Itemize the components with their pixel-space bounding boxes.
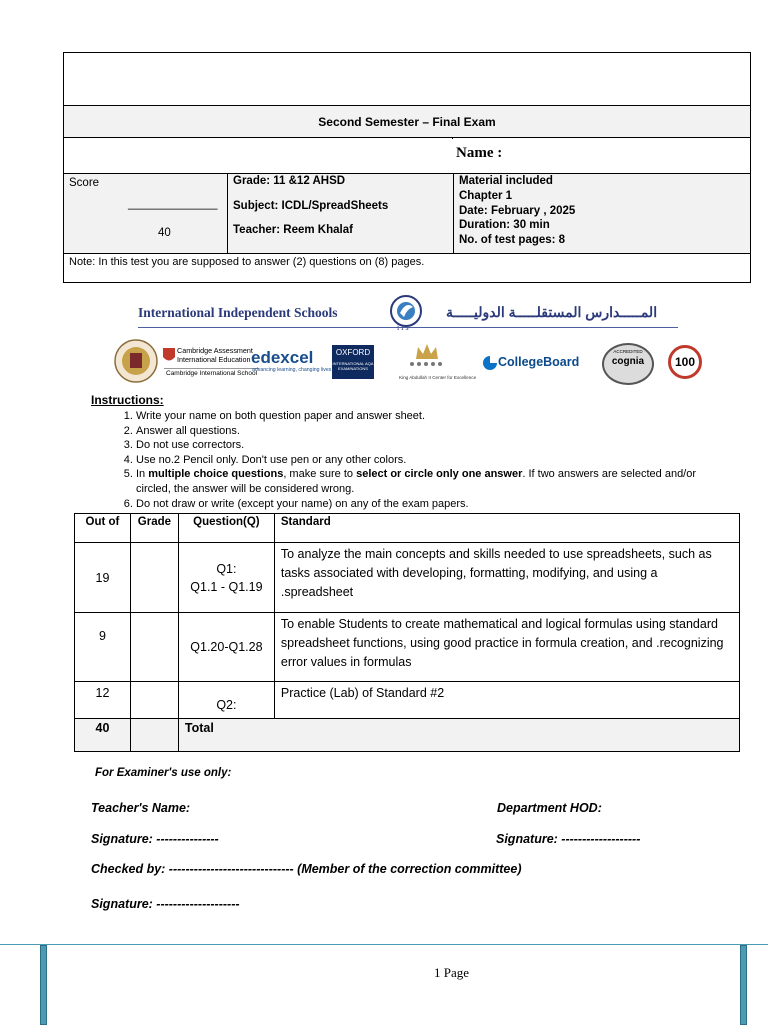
exam-info-row (64, 174, 750, 254)
total-out-of-cell: 40 (75, 719, 131, 752)
edexcel-logo: edexcel (251, 348, 314, 367)
crown-icon (404, 339, 450, 369)
instr5-mid: , make sure to (283, 468, 357, 481)
grade-text: Grade: 11 &12 AHSD (233, 175, 346, 187)
grade-cell[interactable] (130, 682, 178, 719)
cambridge-line1: Cambridge Assessment (177, 346, 253, 355)
material-included: Material included (459, 175, 553, 187)
edexcel-tagline: advancing learning, changing lives (252, 367, 332, 373)
out-of-cell: 12 (75, 682, 131, 719)
footer-right-bar (740, 945, 747, 1025)
question-cell: Q1.20-Q1.28 (178, 613, 274, 682)
collegeboard-icon (482, 355, 498, 371)
material-cell (454, 174, 750, 253)
logo-banner (112, 293, 712, 391)
school-name-ar: المـــــدارس المستقلـــــة الدوليـــــة (446, 304, 658, 320)
cognia-seal (602, 343, 654, 385)
table-header-row (75, 514, 740, 543)
instr5-post: . If two answers are selected and/or circled, the answer will be considered wrong. (136, 468, 697, 495)
banner-divider (138, 327, 678, 328)
centenary-logo: 100 (668, 345, 702, 379)
col-header-grade: Grade (130, 514, 178, 543)
out-of-cell: 19 (75, 543, 131, 613)
instructions-list (90, 409, 730, 511)
committee-signature: Signature: -------------------- (91, 897, 240, 911)
table-row (75, 682, 740, 719)
question-cell: Q2: (178, 682, 274, 719)
instructions-title: Instructions: (91, 393, 164, 407)
oxford-sub: INTERNATIONAL AQA EXAMINATIONS (332, 361, 374, 371)
header-blank-row (64, 53, 750, 106)
teacher-signature: Signature: --------------- (91, 832, 219, 846)
standard-cell: Practice (Lab) of Standard #2 (274, 682, 739, 719)
chapter-text: Chapter 1 (459, 189, 513, 202)
king-abdullah-text: King Abdullah II Center for Excellence (399, 375, 477, 380)
col-header-standard: Standard (274, 514, 739, 543)
footer-left-bar (40, 945, 47, 1025)
question-line2: Q1.1 - Q1.19 (190, 579, 263, 594)
teacher-text: Teacher: Reem Khalaf (233, 224, 353, 236)
standard-cell: To enable Students to create mathematical and logical formulas using standard spreadsheet functions, using good practice in formula creation, and .recognizing error values in formulas (274, 613, 739, 682)
subject-text: Subject: ICDL/SpreadSheets (233, 200, 389, 212)
jordan-emblem-icon (114, 335, 158, 387)
col-header-out-of: Out of (75, 514, 131, 543)
exam-title: Second Semester – Final Exam (64, 106, 750, 138)
hod-signature: Signature: ------------------- (496, 832, 641, 846)
footer-divider (0, 944, 768, 945)
score-blank: ______________ (128, 198, 218, 210)
score-label: Score (69, 177, 100, 189)
total-grade-cell[interactable] (130, 719, 178, 752)
instr5-pre: In (136, 468, 149, 481)
table-row (75, 543, 740, 613)
instruction-item: 2. Answer all questions. (136, 424, 730, 439)
out-of-cell: 9 (75, 613, 131, 682)
table-total-row (75, 719, 740, 752)
table-row (75, 613, 740, 682)
question-line1: Q1: (216, 561, 237, 576)
page-number: 1 Page (434, 965, 470, 980)
standard-cell: To analyze the main concepts and skills needed to use spreadsheets, such as tasks associated with developing, formatting, modifying, and using a .spreadsheet (274, 543, 739, 613)
question-cell (178, 543, 274, 613)
teacher-name-label: Teacher's Name: (91, 801, 191, 815)
score-total: 40 (158, 227, 171, 239)
instruction-item: 1. Write your name on both question paper and answer sheet. (136, 409, 730, 424)
department-hod-label: Department HOD: (497, 801, 602, 815)
cambridge-shield-icon (162, 347, 176, 365)
cambridge-school: Cambridge International School (166, 370, 258, 377)
accredited-text: ACCREDITED (613, 349, 643, 354)
cambridge-logo (177, 347, 253, 364)
name-label: Name : (456, 145, 503, 161)
score-cell (64, 174, 228, 253)
col-header-question: Question(Q) (178, 514, 274, 543)
date-text: Date: February , 2025 (459, 204, 576, 217)
duration-text: Duration: 30 min (459, 219, 550, 232)
exam-header-box (63, 52, 751, 283)
total-label-cell: Total (178, 719, 739, 752)
oxford-text: OXFORD (335, 348, 371, 357)
instruction-item: 4. Use no.2 Pencil only. Don't use pen or any other colors. (136, 453, 730, 468)
instruction-item (136, 467, 730, 496)
grade-cell[interactable] (130, 543, 178, 613)
instruction-item: 3. Do not use correctors. (136, 438, 730, 453)
instr5-bold1: multiple choice questions (148, 468, 284, 481)
school-name-en: International Independent Schools (138, 305, 338, 320)
instruction-item: 6. Do not draw or write (except your name) on any of the exam papers. (136, 497, 730, 512)
course-cell (228, 174, 454, 253)
note-row: Note: In this test you are supposed to answer (2) questions on (8) pages. (69, 256, 425, 268)
instr5-bold2: select or circle only one answer (356, 468, 523, 481)
grading-table (74, 513, 740, 752)
grade-cell[interactable] (130, 613, 178, 682)
pages-text: No. of test pages: 8 (459, 234, 566, 247)
name-row (64, 138, 750, 174)
collegeboard-logo: CollegeBoard (498, 355, 580, 369)
oxford-aqa-logo (332, 345, 374, 379)
cambridge-line2: International Education (177, 354, 251, 364)
checked-by-line: Checked by: ------------------------------ (Member of the correction committee) (91, 862, 522, 876)
cognia-text: cognia (611, 356, 645, 367)
examiner-heading: For Examiner's use only: (95, 767, 232, 779)
